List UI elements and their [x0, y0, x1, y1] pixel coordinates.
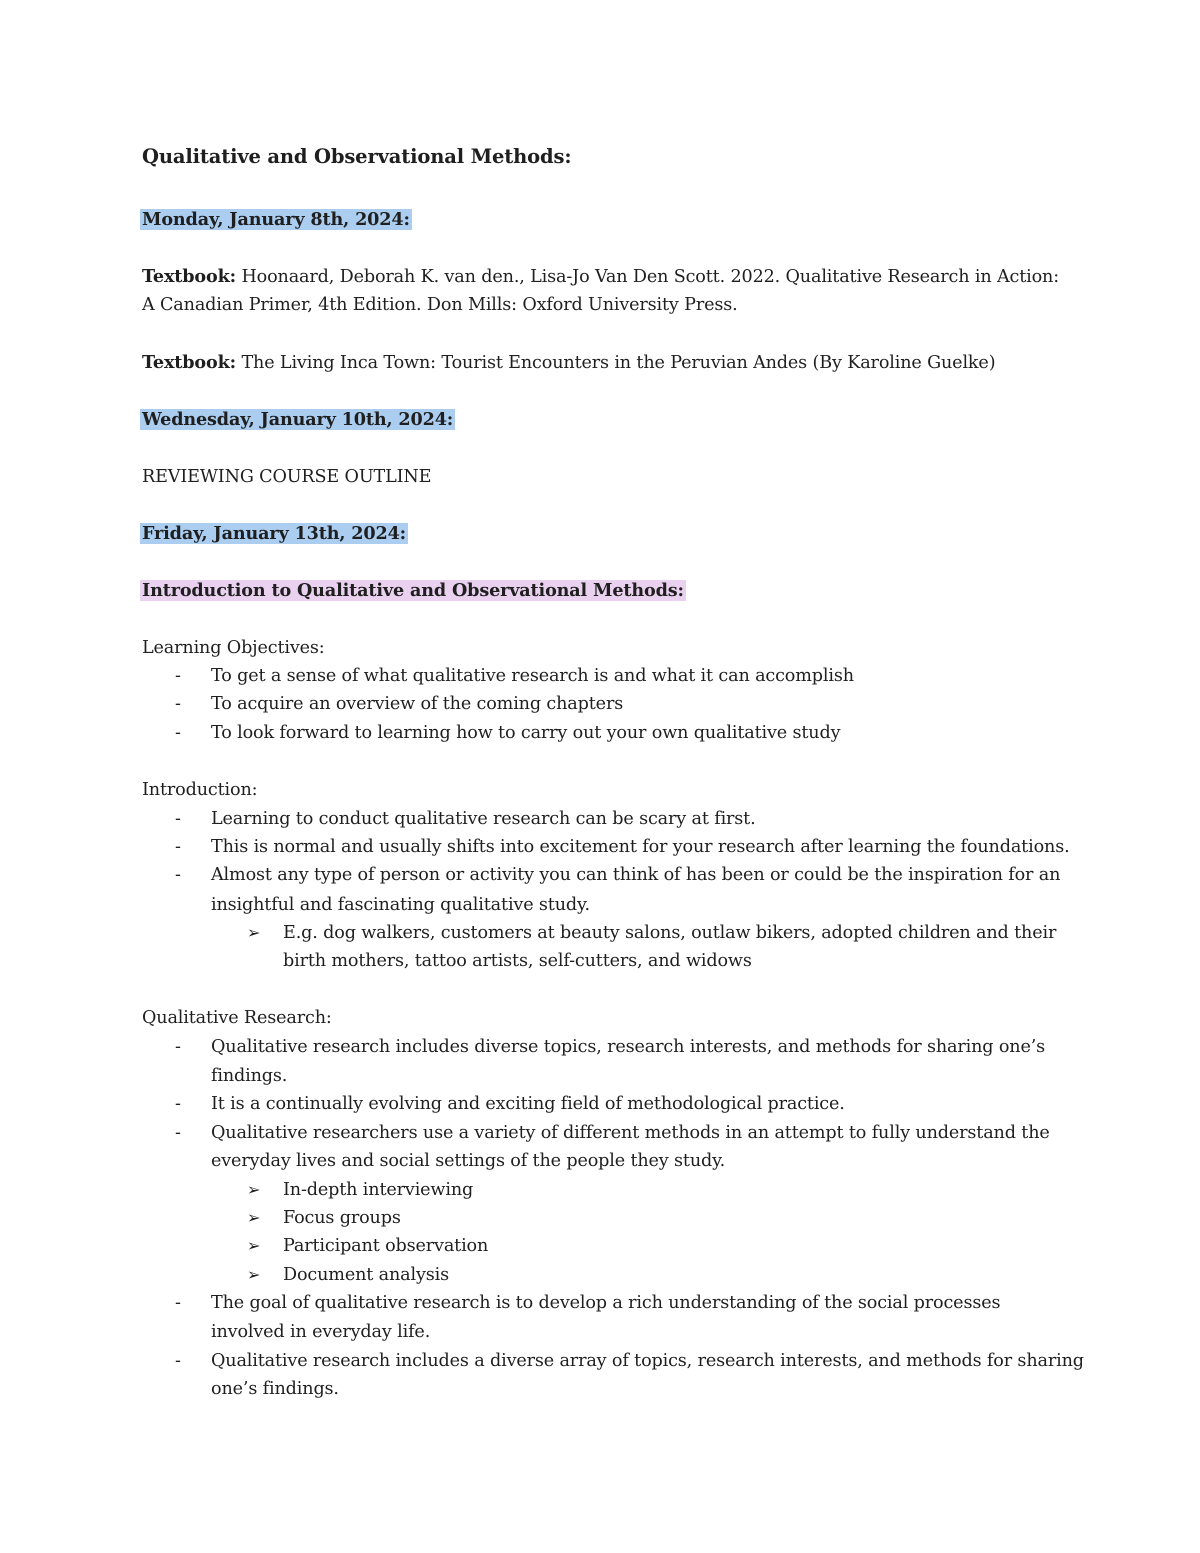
- list-item: It is a continually evolving and exciting field of methodological practice.: [211, 1094, 845, 1114]
- list-item: Qualitative research includes diverse topics, research interests, and methods for sharing one’s: [211, 1037, 1046, 1057]
- dash-bullet: -: [175, 1123, 181, 1143]
- arrow-bullet-icon: ➢: [247, 1208, 261, 1227]
- sub-list-item-continuation: birth mothers, tattoo artists, self-cutters, and widows: [283, 951, 752, 971]
- textbook-label: Textbook:: [142, 352, 236, 373]
- date-highlight: Friday, January 13th, 2024:: [142, 523, 407, 544]
- list-item-continuation: one’s findings.: [211, 1379, 339, 1399]
- textbook-1-line-1: [142, 263, 1059, 291]
- date-heading-friday: [142, 520, 408, 548]
- textbook-citation: Hoonaard, Deborah K. van den., Lisa-Jo Van Den Scott. 2022. Qualitative Research in Action:: [236, 267, 1060, 287]
- list-item-continuation: involved in everyday life.: [211, 1322, 431, 1342]
- dash-bullet: -: [175, 1094, 181, 1114]
- topic-heading: [142, 577, 686, 605]
- list-item-continuation: everyday lives and social settings of the people they study.: [211, 1151, 726, 1171]
- date-highlight: Wednesday, January 10th, 2024:: [142, 409, 454, 430]
- dash-bullet: -: [175, 809, 181, 829]
- list-item: Learning to conduct qualitative research can be scary at first.: [211, 809, 756, 829]
- arrow-bullet-icon: ➢: [247, 1265, 261, 1284]
- sub-list-item: In-depth interviewing: [283, 1180, 474, 1200]
- textbook-1-line-2: A Canadian Primer, 4th Edition. Don Mills: Oxford University Press.: [142, 295, 738, 315]
- dash-bullet: -: [175, 723, 181, 743]
- sub-list-item: Focus groups: [283, 1208, 401, 1228]
- list-item: To look forward to learning how to carry out your own qualitative study: [211, 723, 841, 743]
- arrow-bullet-icon: ➢: [247, 1180, 261, 1199]
- dash-bullet: -: [175, 694, 181, 714]
- date-highlight: Monday, January 8th, 2024:: [142, 209, 410, 230]
- list-item: This is normal and usually shifts into excitement for your research after learning the foundations.: [211, 837, 1070, 857]
- list-item: To get a sense of what qualitative research is and what it can accomplish: [211, 666, 854, 686]
- list-item: Qualitative researchers use a variety of different methods in an attempt to fully understand the: [211, 1123, 1050, 1143]
- qualitative-research-heading: Qualitative Research:: [142, 1008, 332, 1028]
- dash-bullet: -: [175, 666, 181, 686]
- list-item: Almost any type of person or activity you can think of has been or could be the inspiration for an: [211, 865, 1061, 885]
- learning-objectives-heading: Learning Objectives:: [142, 638, 325, 658]
- list-item-continuation: findings.: [211, 1066, 288, 1086]
- sub-list-item: Participant observation: [283, 1236, 489, 1256]
- introduction-heading: Introduction:: [142, 780, 258, 800]
- list-item: The goal of qualitative research is to develop a rich understanding of the social processes: [211, 1293, 1001, 1313]
- wednesday-note: REVIEWING COURSE OUTLINE: [142, 467, 432, 487]
- dash-bullet: -: [175, 837, 181, 857]
- arrow-bullet-icon: ➢: [247, 923, 261, 942]
- topic-highlight: Introduction to Qualitative and Observational Methods:: [142, 580, 684, 601]
- list-item: Qualitative research includes a diverse array of topics, research interests, and methods for sharing: [211, 1351, 1084, 1371]
- date-heading-monday: [142, 206, 412, 234]
- date-heading-wednesday: [142, 406, 455, 434]
- document-title: Qualitative and Observational Methods:: [142, 145, 572, 168]
- textbook-2: [142, 349, 995, 377]
- dash-bullet: -: [175, 1037, 181, 1057]
- dash-bullet: -: [175, 1293, 181, 1313]
- sub-list-item: Document analysis: [283, 1265, 449, 1285]
- dash-bullet: -: [175, 1351, 181, 1371]
- arrow-bullet-icon: ➢: [247, 1236, 261, 1255]
- textbook-label: Textbook:: [142, 266, 236, 287]
- textbook-citation: The Living Inca Town: Tourist Encounters in the Peruvian Andes (By Karoline Guelke): [236, 353, 996, 373]
- list-item: To acquire an overview of the coming chapters: [211, 694, 624, 714]
- sub-list-item: E.g. dog walkers, customers at beauty salons, outlaw bikers, adopted children and their: [283, 923, 1057, 943]
- dash-bullet: -: [175, 865, 181, 885]
- list-item-continuation: insightful and fascinating qualitative study.: [211, 895, 590, 915]
